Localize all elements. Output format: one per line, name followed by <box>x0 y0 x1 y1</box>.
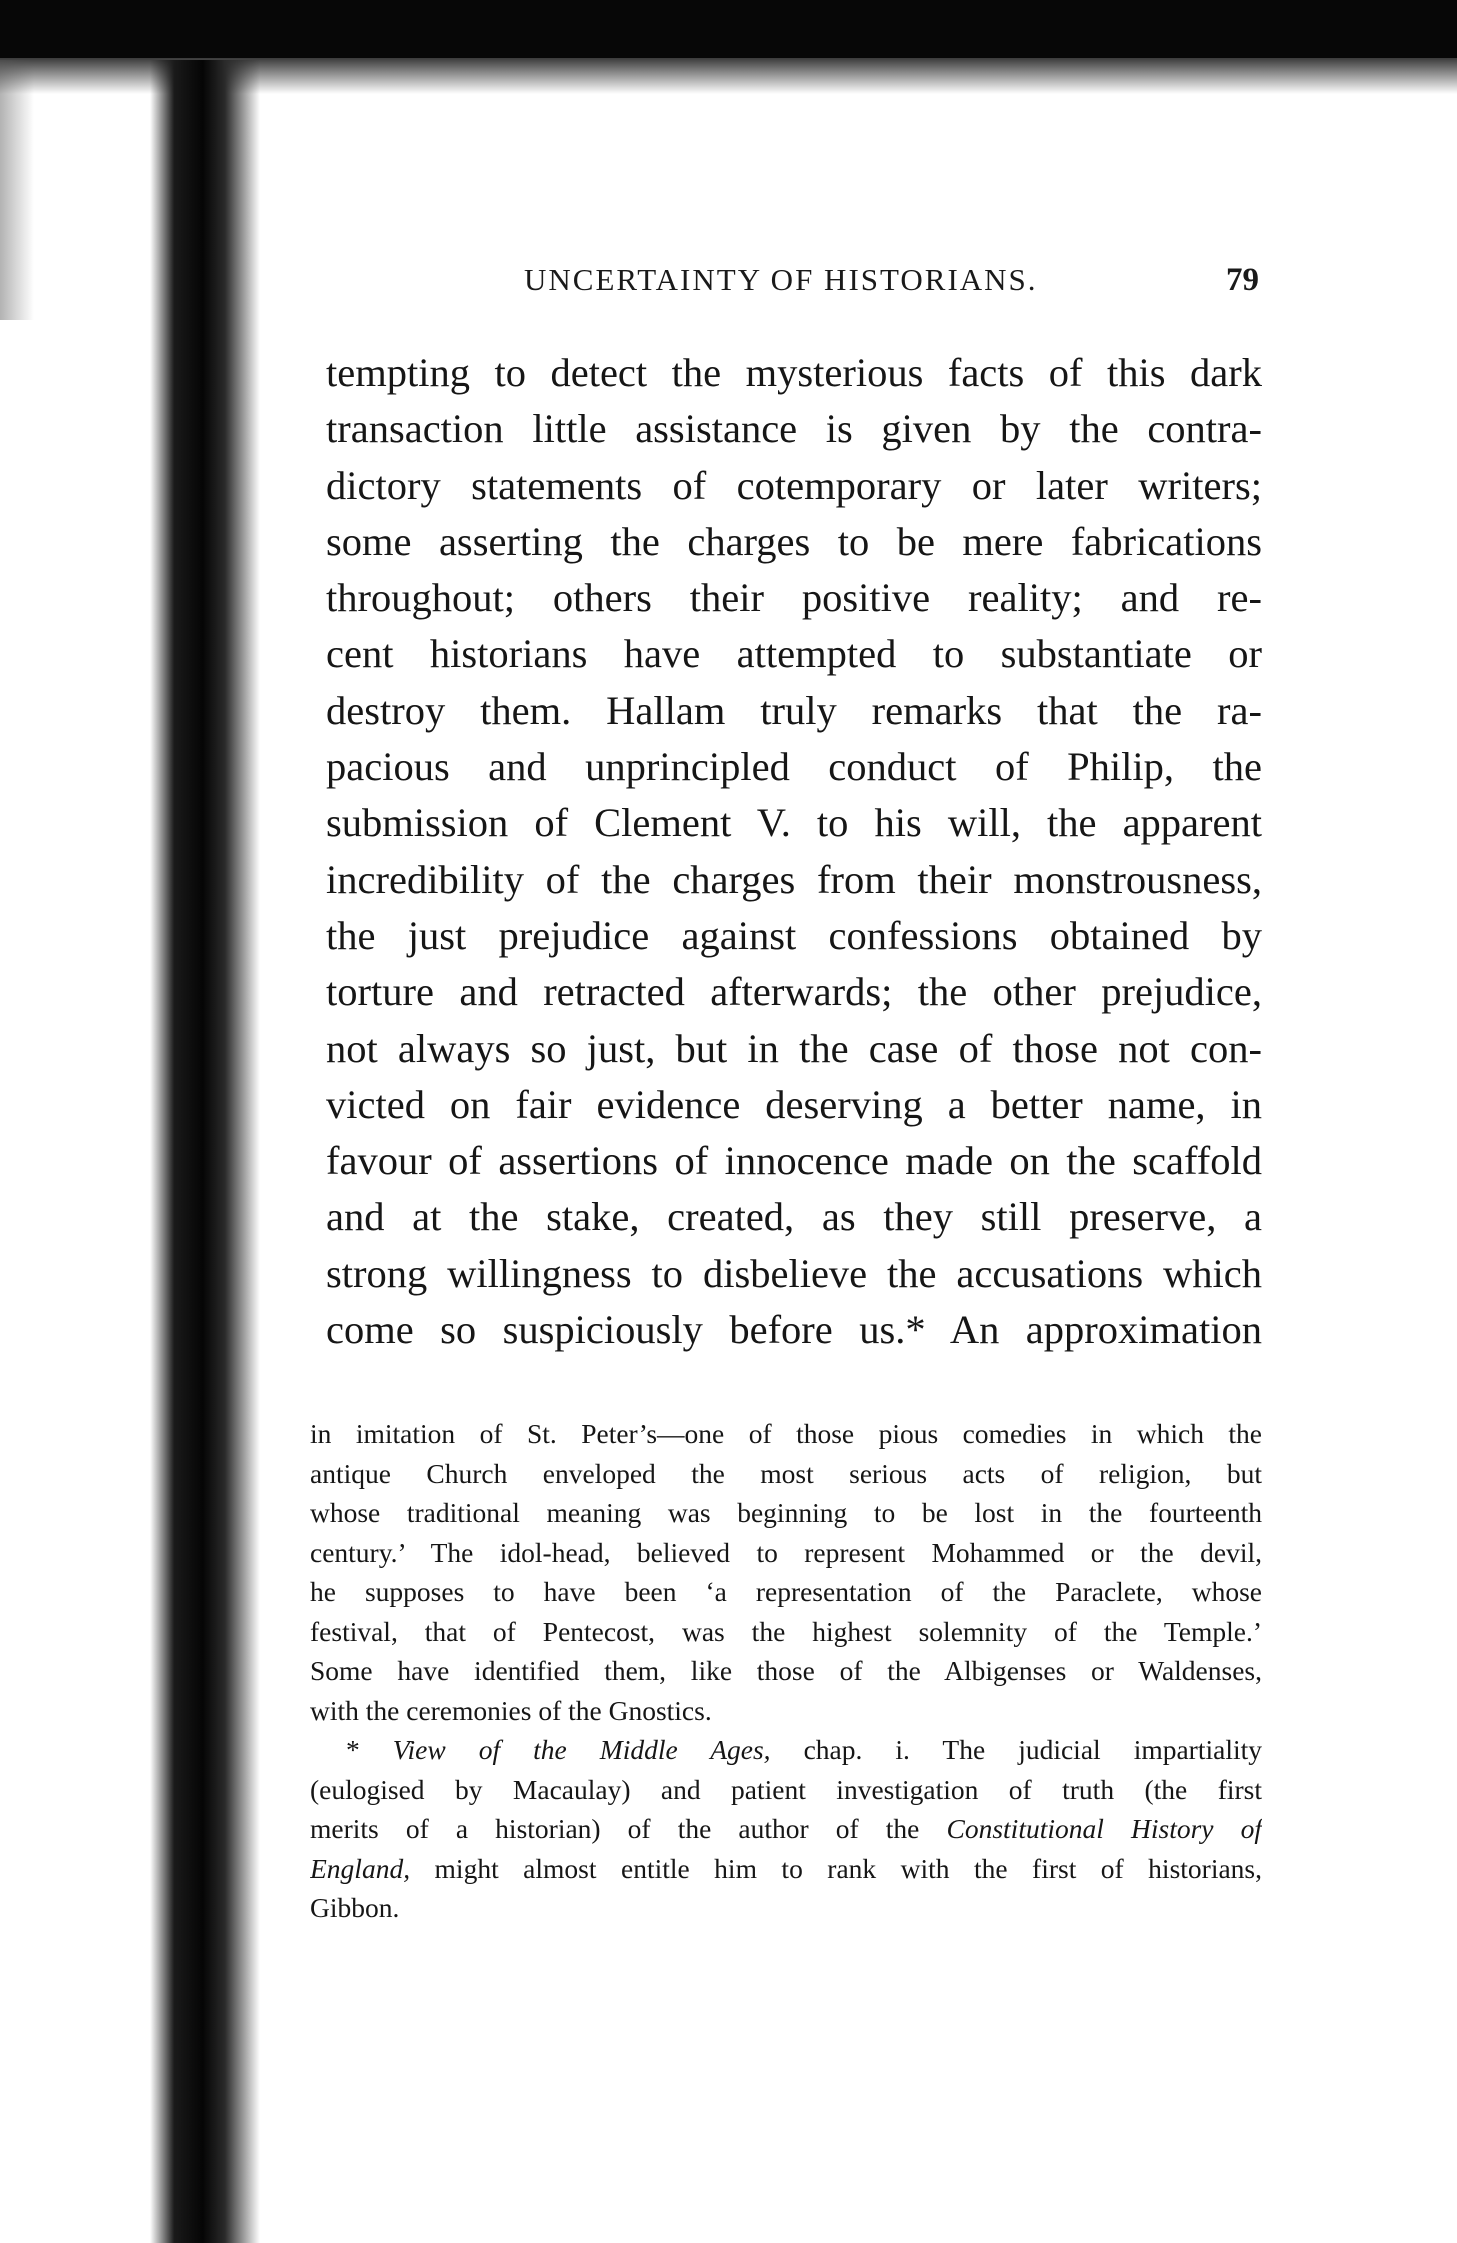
footnote-line: festival, that of Pentecost, was the highest solemnity of the Temple.’ <box>310 1615 1262 1647</box>
book-gutter-shadow <box>150 60 260 2243</box>
footnote-line <box>310 1849 1262 1889</box>
page-number: 79 <box>1226 262 1259 298</box>
footnote-line: (eulogised by Macaulay) and patient investigation of truth (the first <box>310 1773 1262 1805</box>
text-line: favour of assertions of innocence made on the scaffold <box>326 1138 1262 1184</box>
footnote-line: he supposes to have been ‘a representation of the Paraclete, whose <box>310 1576 1262 1607</box>
text-line: strong willingness to disbelieve the accusations which <box>326 1250 1262 1296</box>
text-line: pacious and unprincipled conduct of Philip, the <box>326 744 1262 790</box>
footnote-text: might almost entitle him to rank with the first of historians, <box>410 1852 1262 1884</box>
text-line: dictory statements of cotemporary or later writers; <box>326 462 1262 508</box>
footnote-line: Gibbon. <box>310 1892 400 1923</box>
footnote-line: whose traditional meaning was beginning to be lost in the fourteenth <box>310 1497 1262 1528</box>
text-line: and at the stake, created, as they still preserve, a <box>326 1194 1262 1240</box>
text-line: tempting to detect the mysterious facts of this dark <box>326 350 1262 395</box>
text-line: cent historians have attempted to substantiate or <box>326 631 1262 677</box>
footnote-line: with the ceremonies of the Gnostics. <box>310 1694 712 1726</box>
scan-top-edge <box>0 0 1457 58</box>
footnote-work-title: Constitutional History of <box>946 1813 1262 1844</box>
text-line: victed on fair evidence deserving a better name, in <box>326 1081 1262 1127</box>
footnote-line <box>310 1809 1262 1849</box>
footnote-line: antique Church enveloped the most serious acts of religion, but <box>310 1457 1262 1489</box>
text-line: throughout; others their positive reality; and re- <box>326 575 1262 621</box>
text-line: submission of Clement V. to his will, the apparent <box>326 800 1262 846</box>
running-title: UNCERTAINTY OF HISTORIANS. <box>524 262 1038 297</box>
text-line: come so suspiciously before us.* An approximation <box>326 1307 1262 1353</box>
main-text <box>326 345 1262 1358</box>
text-line: some asserting the charges to be mere fabrications <box>326 518 1262 564</box>
text-line: torture and retracted afterwards; the other prejudice, <box>326 969 1262 1015</box>
text-line: incredibility of the charges from their monstrousness, <box>326 856 1262 902</box>
footnote-marker: * <box>346 1734 360 1765</box>
footnote-text: merits of a historian) of the author of the <box>310 1813 947 1844</box>
text-line: transaction little assistance is given by the contra- <box>326 406 1262 452</box>
footnotes <box>310 1414 1262 1928</box>
footnote-line: Some have identified them, like those of the Albigenses or Waldenses, <box>310 1655 1262 1686</box>
footnote-line: in imitation of St. Peter’s—one of those pious comedies in which the <box>310 1418 1262 1449</box>
footnote-text: chap. i. The judicial impartiality <box>770 1734 1262 1765</box>
footnote-line: century.’ The idol-head, believed to represent Mohammed or the devil, <box>310 1536 1262 1568</box>
facing-page-bleed <box>0 60 34 320</box>
footnote-star-line <box>310 1730 1262 1770</box>
footnote-work-title: View of the Middle Ages, <box>392 1734 771 1765</box>
footnote-work-title: England, <box>310 1852 411 1884</box>
text-line: destroy them. Hallam truly remarks that the ra- <box>326 687 1262 733</box>
text-line: not always so just, but in the case of those not con- <box>326 1025 1262 1071</box>
text-line: the just prejudice against confessions obtained by <box>326 912 1262 958</box>
